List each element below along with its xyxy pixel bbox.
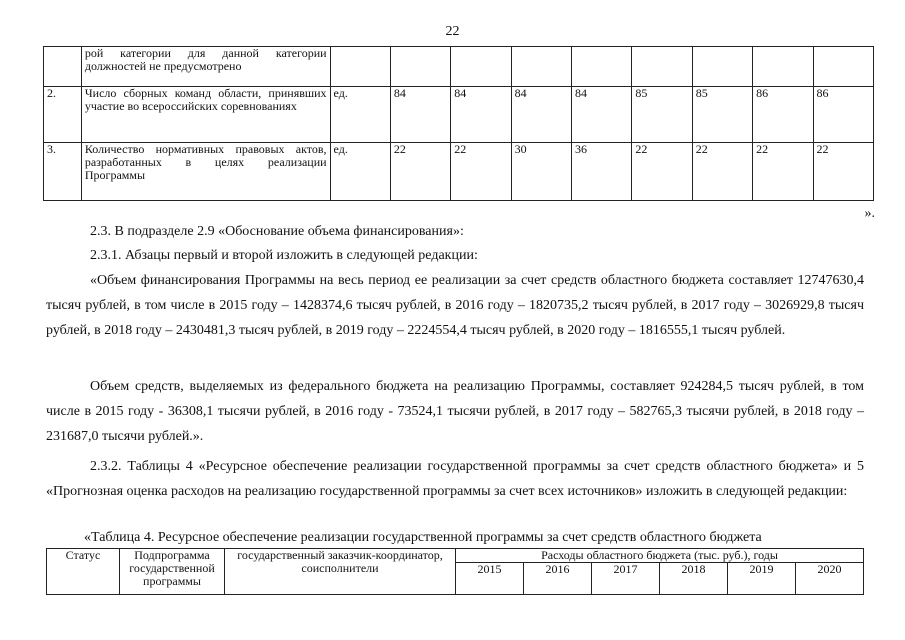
row-value: [692, 47, 752, 87]
header-customer: государственный заказчик-координатор, соисполнители: [225, 549, 456, 595]
row-value: [813, 47, 873, 87]
row-value: 36: [572, 143, 632, 201]
row-number: 3.: [44, 143, 82, 201]
row-value: [632, 47, 692, 87]
row-description: рой категории для данной категории должностей не предусмотрено: [81, 47, 330, 87]
row-number: [44, 47, 82, 87]
row-value: 84: [511, 87, 571, 143]
row-value: [451, 47, 511, 87]
indicators-table: [43, 46, 874, 201]
table-header-row: [47, 549, 864, 563]
row-value: 22: [390, 143, 450, 201]
paragraph-federal-budget: Объем средств, выделяемых из федерального бюджета на реализацию Программы, составляет 924284,5 тысяч рублей, в том числе в 2015 году - 36308,1 тысячи рублей, в 2016 году - 73524,1 тысячи рублей, в 2017 году – 582765,3 тысячи рублей, в 2018 году – 231687,0 тысячи рублей.».: [46, 379, 864, 444]
paragraph-subsection: 2.3.1. Абзацы первый и второй изложить в следующей редакции:: [90, 248, 478, 263]
header-subprogram: Подпрограмма государственной программы: [120, 549, 225, 595]
header-status: Статус: [47, 549, 120, 595]
row-value: [753, 47, 813, 87]
row-value: [390, 47, 450, 87]
header-year: 2015: [456, 563, 524, 595]
row-value: 86: [753, 87, 813, 143]
row-unit: [330, 47, 390, 87]
header-expenses: Расходы областного бюджета (тыс. руб.), годы: [456, 549, 864, 563]
row-description: Количество нормативных правовых актов, разработанных в целях реализации Программы: [81, 143, 330, 201]
closing-quote: ».: [864, 206, 875, 221]
row-value: 22: [692, 143, 752, 201]
table-row: [44, 47, 874, 87]
resources-table: [46, 548, 864, 595]
row-value: 86: [813, 87, 873, 143]
header-year: 2016: [524, 563, 592, 595]
row-value: 22: [632, 143, 692, 201]
row-unit: ед.: [330, 87, 390, 143]
row-value: 22: [451, 143, 511, 201]
row-value: 22: [813, 143, 873, 201]
header-year: 2017: [592, 563, 660, 595]
paragraph-section-heading: 2.3. В подразделе 2.9 «Обоснование объема финансирования»:: [90, 224, 464, 239]
table-row: [44, 87, 874, 143]
header-year: 2018: [660, 563, 728, 595]
table-row: [44, 143, 874, 201]
header-year: 2020: [796, 563, 864, 595]
paragraph-regional-budget: «Объем финансирования Программы на весь период ее реализации за счет средств областного бюджета составляет 12747630,4 тысяч рублей, в том числе в 2015 году – 1428374,6 тысяч рублей, в 2016 году – 1820735,2 тысяч рублей, в 2017 году – 3026929,8 тысяч рублей, в 2018 году – 2430481,3 тысяч рублей, в 2019 году – 2224554,4 тысяч рублей, в 2020 году – 1816555,1 тысяч рублей.: [46, 273, 864, 338]
paragraph-tables: 2.3.2. Таблицы 4 «Ресурсное обеспечение реализации государственной программы за счет средств областного бюджета» и 5 «Прогнозная оценка расходов на реализацию государственной программы за счет всех источников» изложить в следующей редакции:: [46, 459, 864, 499]
row-value: [511, 47, 571, 87]
row-value: 85: [692, 87, 752, 143]
row-value: 84: [390, 87, 450, 143]
page-number: 22: [445, 24, 460, 39]
row-description: Число сборных команд области, принявших участие во всероссийских соревнованиях: [81, 87, 330, 143]
header-year: 2019: [728, 563, 796, 595]
row-unit: ед.: [330, 143, 390, 201]
row-value: 84: [572, 87, 632, 143]
row-value: 22: [753, 143, 813, 201]
row-value: 85: [632, 87, 692, 143]
row-value: 84: [451, 87, 511, 143]
row-number: 2.: [44, 87, 82, 143]
table-caption: «Таблица 4. Ресурсное обеспечение реализации государственной программы за счет средств областного бюджета: [84, 530, 762, 545]
row-value: 30: [511, 143, 571, 201]
row-value: [572, 47, 632, 87]
